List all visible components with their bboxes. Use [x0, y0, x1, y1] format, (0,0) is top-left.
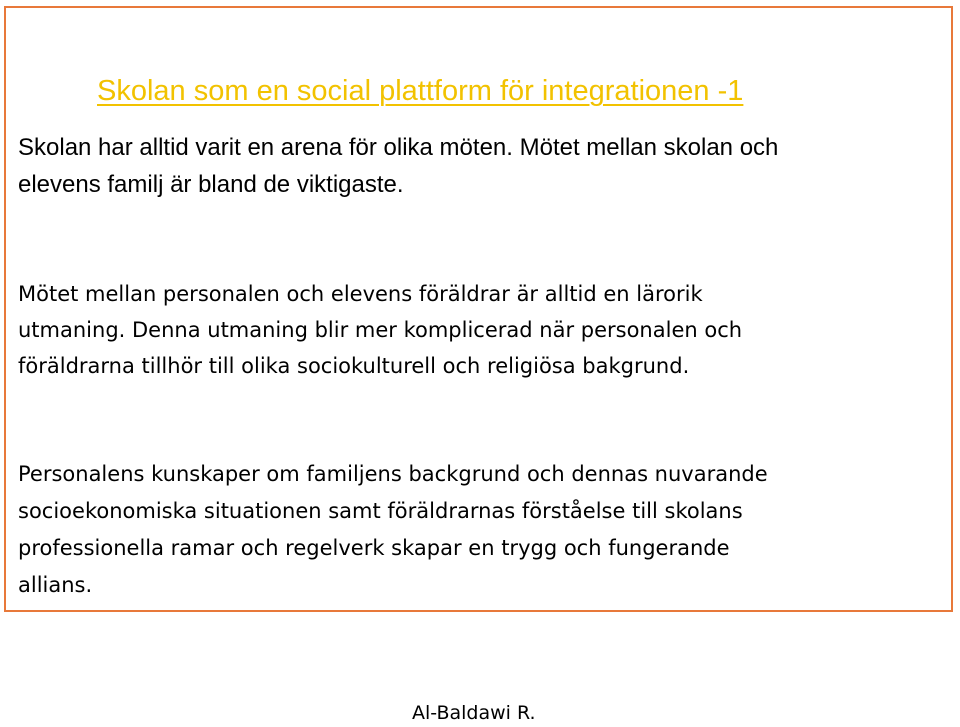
paragraph-3-line-1: Personalens kunskaper om familjens backgrund och dennas nuvarande — [18, 462, 768, 486]
paragraph-3-line-3: professionella ramar och regelverk skapar en trygg och fungerande — [18, 536, 730, 560]
paragraph-3-line-2: socioekonomiska situationen samt föräldrarnas förståelse till skolans — [18, 499, 743, 523]
paragraph-2-line-2: utmaning. Denna utmaning blir mer komplicerad när personalen och — [18, 318, 743, 342]
paragraph-3-line-4: allians. — [18, 573, 93, 597]
paragraph-2-line-3: föräldrarna tillhör till olika sociokulturell och religiösa bakgrund. — [18, 354, 690, 378]
paragraph-1 — [18, 129, 943, 203]
paragraph-1-line-1: Skolan har alltid varit en arena för olika möten. Mötet mellan skolan och — [18, 134, 779, 161]
paragraph-3 — [18, 456, 943, 604]
slide-title: Skolan som en social plattform för integrationen -1 — [97, 75, 744, 107]
paragraph-1-line-2: elevens familj är bland de viktigaste. — [18, 171, 404, 198]
paragraph-2 — [18, 276, 943, 384]
paragraph-2-line-1: Mötet mellan personalen och elevens föräldrar är alltid en lärorik — [18, 282, 703, 306]
author-credit: Al-Baldawi R. — [412, 702, 536, 724]
